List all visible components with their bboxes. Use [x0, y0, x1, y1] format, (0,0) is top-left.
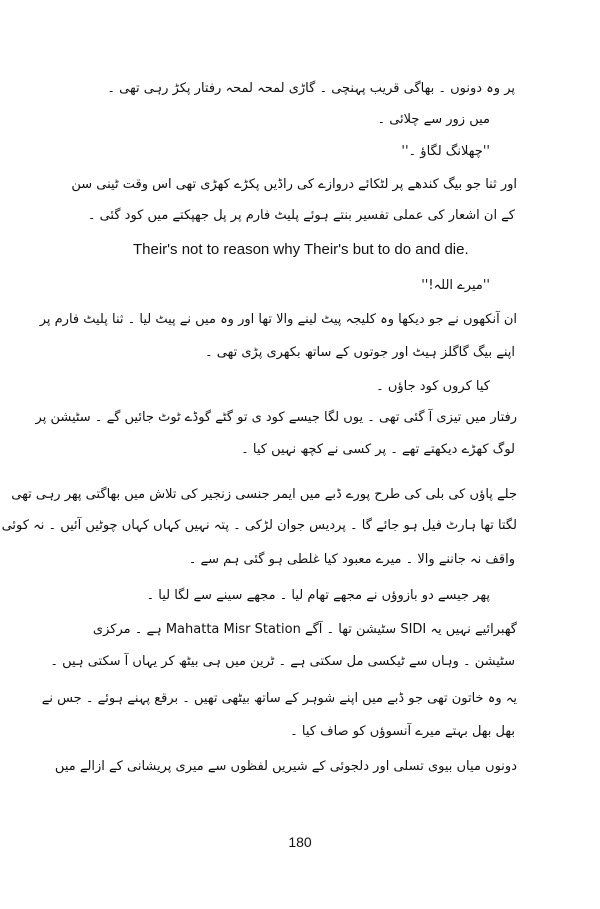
text-line-7: ''میرے اللہ!'': [421, 278, 490, 293]
text-line-17: گھبرائیے نہیں یہ SIDI سٹیشن تھا ۔ آگے Mahatta Misr Station ہے ۔ مرکزی: [92, 622, 517, 637]
text-line-4: اور ثنا جو بیگ کندھے پر لٹکائے دروازے کی راڈیں پکڑے کھڑی تھی اس وقت ٹینی سن: [71, 177, 517, 192]
text-line-1: پر وہ دونوں ۔ بھاگی قریب پہنچی ۔ گاڑی لمحہ لمحہ رفتار پکڑ رہی تھی ۔: [107, 81, 515, 96]
text-line-5: کے ان اشعار کی عملی تفسیر بنتے ہوئے پلیٹ فارم پر پل جھپکتے میں کود گئی ۔: [87, 208, 515, 223]
text-line-9: اپنے بیگ گاگلز ہیٹ اور جوتوں کے ساتھ بکھری پڑی تھی ۔: [205, 345, 515, 360]
text-line-3: ''چھلانگ لگاؤ ۔'': [401, 144, 490, 159]
text-line-11: رفتار میں تیزی آ گئی تھی ۔ یوں لگا جیسے کود ی تو گٹے گوڈے ٹوٹ جائیں گے ۔ سٹیشن پر: [35, 410, 517, 425]
page-number: 180: [288, 834, 312, 850]
text-line-8: ان آنکھوں نے جو دیکھا وہ کلیجہ پیٹ لینے والا تھا اور وہ میں نے پیٹ لیا ۔ ثنا پلیٹ فارم پر: [39, 312, 517, 327]
text-line-15: واقف نہ جاننے والا ۔ میرے معبود کیا غلطی ہو گئی ہم سے ۔: [188, 552, 515, 567]
text-line-12: لوگ کھڑے دیکھتے تھے ۔ پر کسی نے کچھ نہیں کیا ۔: [241, 442, 515, 457]
text-line-21: دونوں میاں بیوی تسلی اور دلجوئی کے شیریں لفظوں سے میری پریشانی کے ازالے میں: [54, 759, 517, 774]
text-line-14: لگتا تھا ہارٹ فیل ہو جائے گا ۔ پردیس جوان لڑکی ۔ پتہ نہیں کہاں کہاں چوٹیں آئیں ۔ نہ کوئی: [1, 518, 517, 533]
text-line-20: بھل بھل بہتے میرے آنسوؤں کو صاف کیا ۔: [290, 724, 515, 739]
english-quote-line: Their's not to reason why Their's but to do and die.: [133, 241, 469, 258]
text-line-19: یہ وہ خاتون تھی جو ڈبے میں اپنے شوہر کے ساتھ بیٹھی تھیں ۔ برقع پہنے ہوئے ۔ جس نے: [41, 691, 517, 706]
text-line-10: کیا کروں کود جاؤں ۔: [376, 379, 490, 394]
text-line-13: جلے پاؤں کی بلی کی طرح پورے ڈبے میں ایمر جنسی زنجیر کی تلاش میں بھاگتی پھر رہی تھی: [11, 487, 517, 502]
text-line-18: سٹیشن ۔ وہاں سے ٹیکسی مل سکتی ہے ۔ ٹرین میں ہی بیٹھ کر یہاں آ سکتی ہیں ۔: [50, 654, 515, 669]
text-line-2: میں زور سے چلائی ۔: [377, 112, 490, 127]
text-line-16: پھر جیسے دو بازوؤں نے مجھے تھام لیا ۔ مجھے سینے سے لگا لیا ۔: [146, 588, 490, 603]
